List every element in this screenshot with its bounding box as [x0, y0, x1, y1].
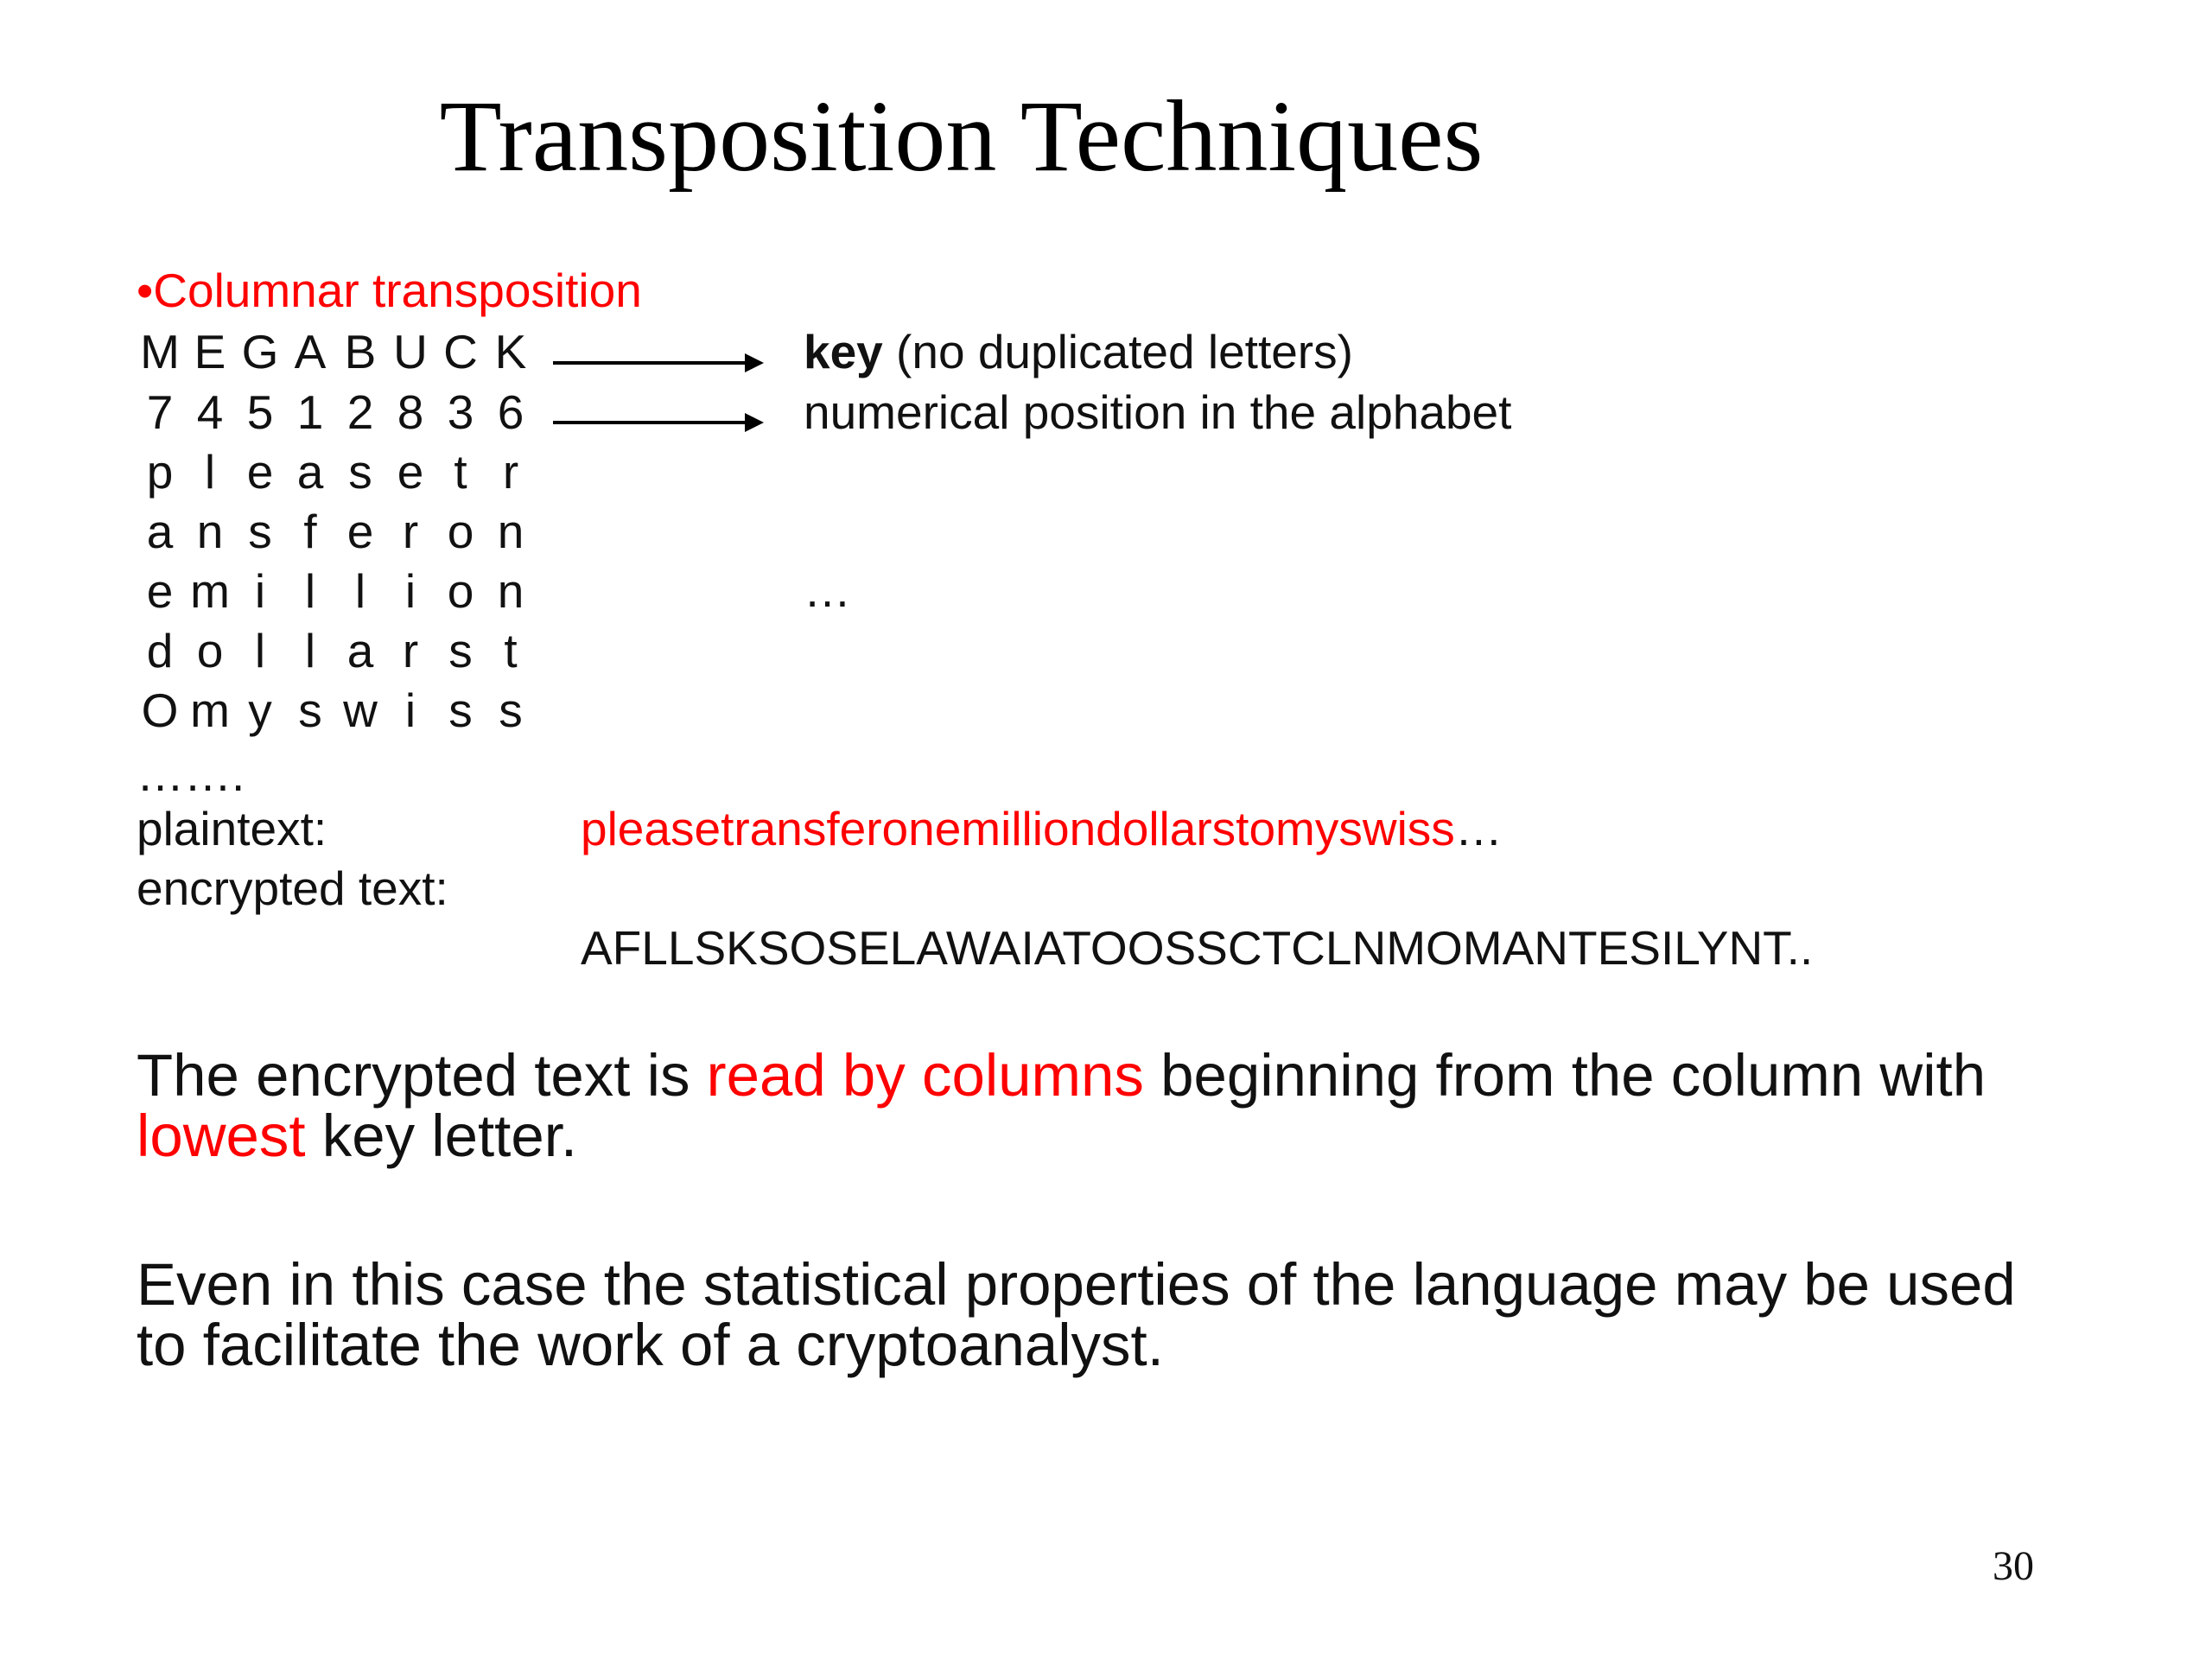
grid-cell-r3-5: r: [402, 624, 419, 677]
grid-cell-r1-4: e: [346, 505, 374, 558]
grid-cell-r2-0: e: [146, 564, 174, 618]
number-arrow: [553, 421, 760, 424]
grid-cell-r0-2: e: [246, 445, 274, 499]
paragraph-1-line-2: [137, 1103, 578, 1169]
grid-cell-r1-3: f: [303, 505, 317, 558]
grid-cell-r4-3: s: [298, 683, 322, 737]
bullet-columnar-transposition: •Columnar transposition: [137, 264, 642, 317]
grid-cell-r4-2: y: [248, 683, 272, 737]
key-digit-5: 8: [397, 385, 424, 439]
grid-cell-r4-4: w: [343, 683, 378, 737]
key-label-rest: (no duplicated letters): [882, 325, 1353, 378]
page-number: 30: [1993, 1543, 2034, 1589]
grid-cell-r0-0: p: [146, 445, 174, 499]
grid-cell-r1-0: a: [146, 505, 174, 558]
grid-cell-r4-1: m: [190, 683, 230, 737]
plaintext-suffix: …: [1454, 802, 1503, 855]
side-ellipsis: …: [804, 563, 851, 617]
grid-cell-r1-5: r: [402, 505, 419, 558]
grid-cell-r2-1: m: [190, 564, 230, 618]
number-label: numerical position in the alphabet: [804, 385, 1512, 439]
grid-cell-r0-4: s: [348, 445, 372, 499]
key-digit-0: 7: [146, 385, 174, 439]
grid-cell-r3-2: l: [254, 624, 266, 677]
grid-cell-r0-6: t: [454, 445, 467, 499]
grid-cell-r3-3: l: [304, 624, 316, 677]
paragraph-2-line-2: to facilitate the work of a cryptoanalyst.: [137, 1312, 1164, 1378]
grid-cell-r2-2: i: [254, 564, 266, 618]
grid-cell-r0-5: e: [397, 445, 424, 499]
plaintext-label: plaintext:: [137, 802, 327, 855]
slide-title: Transposition Techniques: [439, 79, 1484, 193]
plaintext-grid: [137, 443, 534, 741]
grid-cell-r2-6: o: [447, 564, 474, 618]
paragraph-1-text-c: key letter.: [305, 1103, 578, 1169]
encrypted-value: AFLLSKSOSELAWAIATOOSSCTCLNMOMANTESILYNT..: [581, 921, 1814, 975]
grid-cell-r3-6: s: [448, 624, 473, 677]
key-letters-row: [137, 323, 534, 380]
key-letter-1: E: [194, 325, 226, 378]
key-digit-7: 6: [497, 385, 524, 439]
grid-cell-r3-0: d: [146, 624, 174, 677]
key-letter-4: B: [344, 325, 377, 378]
grid-cell-r3-1: o: [196, 624, 224, 677]
paragraph-1-highlight-a: read by columns: [706, 1042, 1144, 1109]
grid-ellipsis: …….: [137, 747, 245, 801]
key-letter-3: A: [294, 325, 327, 378]
grid-cell-r1-2: s: [248, 505, 272, 558]
paragraph-1-text-b: beginning from the column with: [1143, 1042, 1986, 1109]
grid-cell-r0-1: l: [204, 445, 216, 499]
grid-cell-r0-3: a: [296, 445, 324, 499]
key-arrow: [553, 361, 760, 365]
grid-cell-r2-7: n: [497, 564, 524, 618]
paragraph-2-line-1: Even in this case the statistical properties of the language may be used: [137, 1251, 2016, 1318]
paragraph-1-text-a: The encrypted text is: [137, 1042, 707, 1109]
grid-cell-r1-7: n: [497, 505, 524, 558]
encrypted-label: encrypted text:: [137, 861, 448, 915]
plaintext-line: [581, 800, 1503, 857]
paragraph-1-line-1: [137, 1042, 1986, 1109]
grid-cell-r4-0: O: [141, 683, 179, 737]
number-row: [137, 384, 534, 441]
key-letter-7: K: [494, 325, 527, 378]
grid-cell-r4-6: s: [448, 683, 473, 737]
grid-cell-r3-4: a: [346, 624, 374, 677]
key-label-bold: key: [804, 325, 883, 378]
key-digit-1: 4: [196, 385, 224, 439]
key-letter-6: C: [443, 325, 478, 378]
key-digit-3: 1: [296, 385, 324, 439]
grid-cell-r4-5: i: [404, 683, 416, 737]
grid-cell-r0-7: r: [502, 445, 519, 499]
grid-cell-r2-5: i: [404, 564, 416, 618]
key-letter-2: G: [241, 325, 279, 378]
grid-cell-r1-1: n: [196, 505, 224, 558]
grid-cell-r2-3: l: [304, 564, 316, 618]
grid-cell-r2-4: l: [354, 564, 366, 618]
key-digit-6: 3: [447, 385, 474, 439]
key-letter-0: M: [140, 325, 180, 378]
paragraph-1-highlight-b: lowest: [137, 1103, 306, 1169]
key-digit-4: 2: [346, 385, 374, 439]
key-digit-2: 5: [246, 385, 274, 439]
grid-cell-r1-6: o: [447, 505, 474, 558]
plaintext-value: pleasetransferonemilliondollarstomyswiss: [581, 802, 1455, 855]
grid-cell-r3-7: t: [504, 624, 518, 677]
key-label: [804, 323, 1353, 380]
grid-cell-r4-7: s: [499, 683, 523, 737]
key-letter-5: U: [393, 325, 428, 378]
